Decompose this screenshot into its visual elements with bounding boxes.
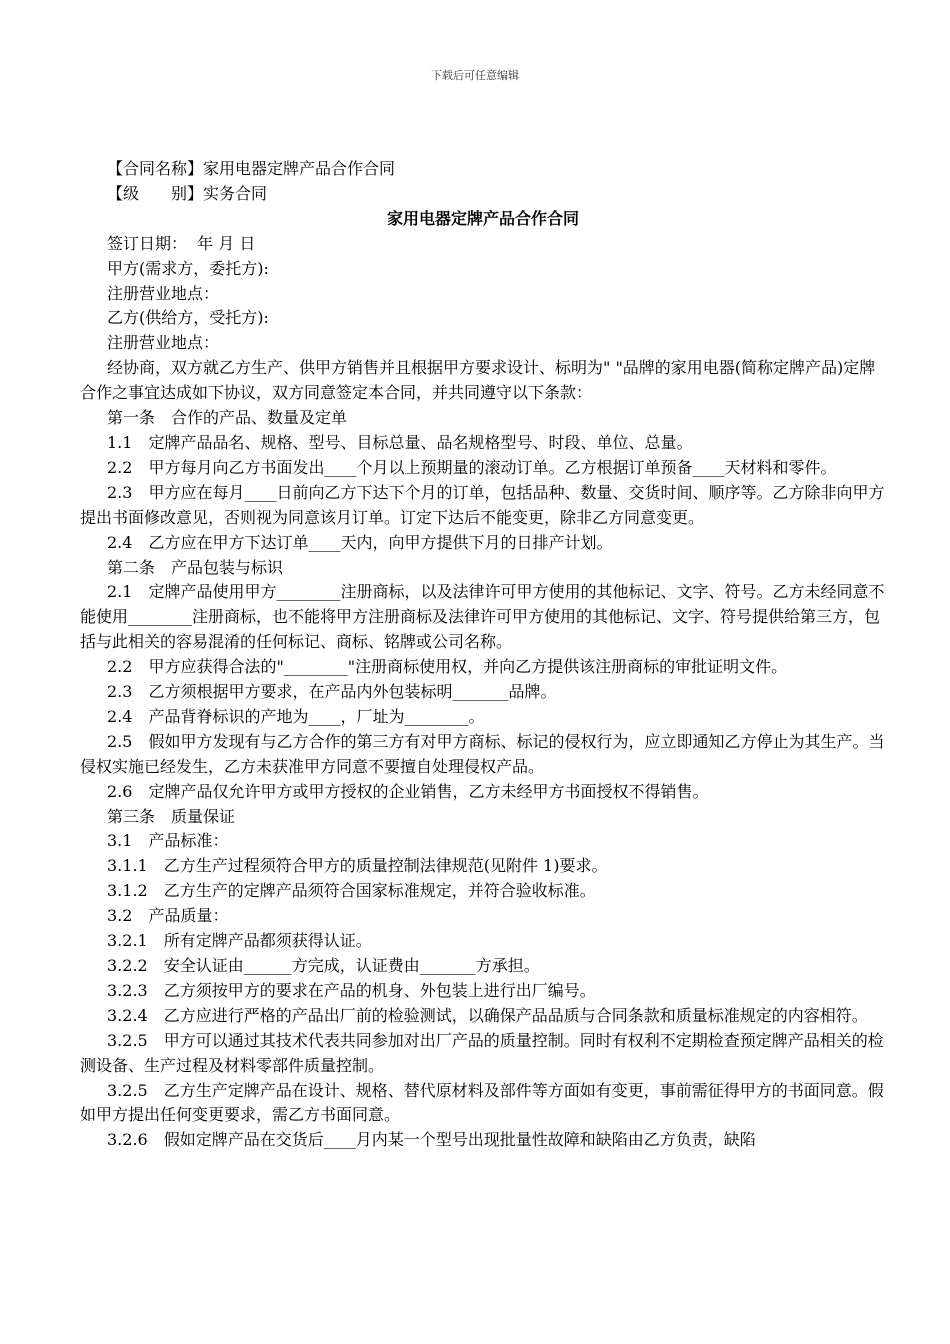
clause-3-2-5-a: 3.2.5 甲方可以通过其技术代表共同参加对出厂产品的质量控制。同时有权利不定期检查预定牌产品相关的检测设备、生产过程及材料零部件质量控制。 [80, 1030, 884, 1075]
clause-3-1-1: 3.1.1 乙方生产过程须符合甲方的质量控制法律规范(见附件 1)要求。 [107, 856, 608, 876]
sign-date: 签订日期： 年 月 日 [107, 233, 256, 253]
clause-1-2: 2.2 甲方每月向乙方书面发出____个月以上预期量的滚动订单。乙方根据订单预备____天材料和零件。 [107, 457, 837, 477]
clause-1-1: 1.1 定牌产品品名、规格、型号、目标总量、品名规格型号、时段、单位、总量。 [107, 432, 693, 452]
clause-2-3: 2.3 乙方须根据甲方要求，在产品内外包装标明_______品牌。 [107, 682, 557, 702]
clause-3-2-4: 3.2.4 乙方应进行严格的产品出厂前的检验测试，以确保产品品质与合同条款和质量标准规定的内容相符。 [107, 1005, 868, 1025]
party-a: 甲方(需求方，委托方): [107, 258, 269, 278]
document-body [80, 157, 886, 1153]
clause-2-1: 2.1 定牌产品使用甲方________注册商标，以及法律许可甲方使用的其他标记、文字、符号。乙方未经同意不能使用________注册商标，也不能将甲方注册商标及法律许可甲方使用的其他标记、文字、符号提供给第三方，包括与此相关的容易混淆的任何标记、商标、铭牌或公司名称。 [80, 582, 885, 652]
clause-1-4: 2.4 乙方应在甲方下达订单____天内，向甲方提供下月的日排产计划。 [107, 532, 613, 552]
party-a-address: 注册营业地点： [107, 283, 220, 303]
clause-1-3: 2.3 甲方应在每月____日前向乙方下达下个月的订单，包括品种、数量、交货时间、顺序等。乙方除非向甲方提出书面修改意见，否则视为同意该月订单。订定下达后不能变更，除非乙方同意变更。 [80, 482, 885, 527]
party-b: 乙方(供给方，受托方): [107, 308, 269, 328]
clause-3-1: 3.1 产品标准： [107, 831, 229, 851]
clause-2-4: 2.4 产品背脊标识的产地为____，厂址为________。 [107, 706, 485, 726]
article-3-heading: 第三条 质量保证 [107, 806, 236, 826]
clause-3-2-2: 3.2.2 安全认证由______方完成，认证费由_______方承担。 [107, 956, 540, 975]
clause-3-1-2: 3.1.2 乙方生产的定牌产品须符合国家标准规定，并符合验收标准。 [107, 881, 596, 901]
document-title: 家用电器定牌产品合作合同 [386, 208, 579, 228]
meta-contract-level: 【级 别】实务合同 [107, 183, 268, 203]
clause-3-2: 3.2 产品质量： [107, 906, 229, 926]
clause-3-2-5-b: 3.2.5 乙方生产定牌产品在设计、规格、替代原材料及部件等方面如有变更，事前需征得甲方的书面同意。假如甲方提出任何变更要求，需乙方书面同意。 [80, 1080, 884, 1125]
article-2-heading: 第二条 产品包装与标识 [107, 557, 284, 577]
clause-2-2: 2.2 甲方应获得合法的"________"注册商标使用权，并向乙方提供该注册商标的审批证明文件。 [107, 657, 788, 677]
clause-3-2-1: 3.2.1 所有定牌产品都须获得认证。 [107, 931, 372, 951]
article-1-heading: 第一条 合作的产品、数量及定单 [107, 408, 348, 428]
clause-3-2-6: 3.2.6 假如定牌产品在交货后____月内某一个型号出现批量性故障和缺陷由乙方负责，缺陷 [107, 1130, 756, 1150]
party-b-address: 注册营业地点： [107, 333, 220, 353]
clause-3-2-3: 3.2.3 乙方须按甲方的要求在产品的机身、外包装上进行出厂编号。 [107, 980, 596, 1000]
meta-contract-name: 【合同名称】家用电器定牌产品合作合同 [107, 159, 396, 178]
clause-2-6: 2.6 定牌产品仅允许甲方或甲方授权的企业销售，乙方未经甲方书面授权不得销售。 [107, 781, 709, 801]
clause-2-5: 2.5 假如甲方发现有与乙方合作的第三方有对甲方商标、标记的侵权行为，应立即通知乙方停止为其生产。当侵权实施已经发生，乙方未获准甲方同意不要擅自处理侵权产品。 [80, 731, 885, 776]
preamble-paragraph: 经协商，双方就乙方生产、供甲方销售并且根据甲方要求设计、标明为" "品牌的家用电器(简称定牌产品)定牌合作之事宜达成如下协议，双方同意签定本合同，并共同遵守以下条款： [80, 358, 876, 403]
header-note: 下载后可任意编辑 [431, 69, 519, 82]
